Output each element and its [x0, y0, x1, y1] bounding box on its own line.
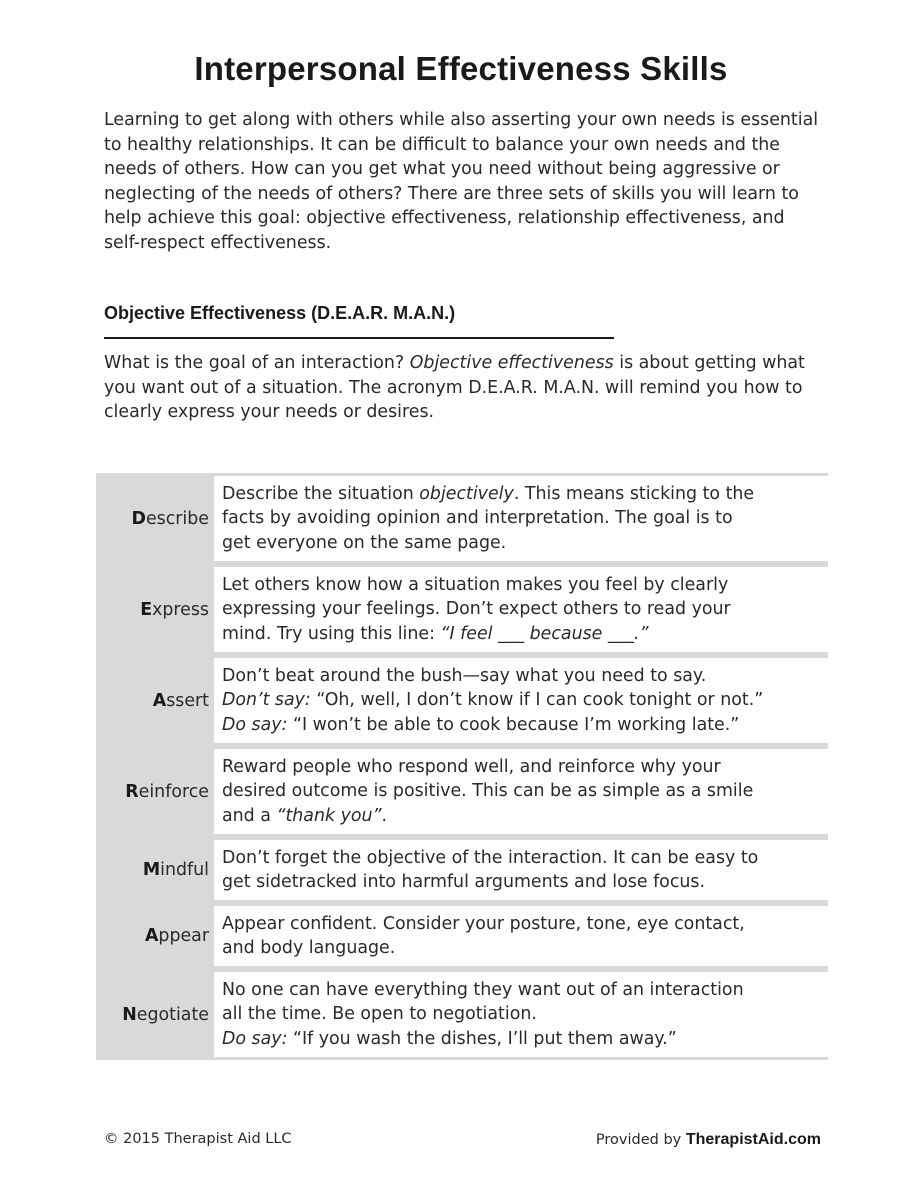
skill-label-rest: einforce: [138, 781, 209, 802]
skill-description-line: [222, 936, 820, 960]
intro-paragraph: Learning to get along with others while also asserting your own needs is essential to healthy relationships. It can be difficult to balance your own needs and the needs of others. How can you get what you need without being aggressive or neglecting of the needs of others? There are three sets of skills you will learn to help achieve this goal: objective effectiveness, relationship effectiveness, and self-respect effectiveness.: [104, 110, 819, 253]
section-intro-text: is about getting what you want out of a situation. The acronym D.E.A.R. M.A.N. will remind you how to clearly express your needs or desires.: [104, 353, 805, 423]
description-emphasis: objectively: [419, 484, 514, 504]
table-row-appear: [96, 903, 828, 969]
description-text: . This means sticking to the: [513, 484, 755, 504]
skill-label: [96, 969, 209, 1060]
table-row-express: [96, 564, 828, 655]
skill-description-line: [222, 804, 820, 828]
description-text: desired outcome is positive. This can be as simple as a smile: [222, 781, 754, 802]
table-row-describe: [96, 473, 828, 564]
description-text: “Oh, well, I don’t know if I can cook tonight or not.”: [310, 690, 764, 711]
skill-description-line: [222, 1027, 820, 1051]
skill-description: [214, 906, 828, 966]
description-text: Let others know how a situation makes you feel by clearly: [222, 575, 729, 595]
dear-man-table: [96, 473, 828, 1060]
footer-copyright: © 2015 Therapist Aid LLC: [104, 1131, 292, 1147]
skill-label-rest: egotiate: [136, 1004, 209, 1025]
description-text: get everyone on the same page.: [222, 532, 507, 553]
description-text: .: [381, 805, 388, 826]
skill-initial: A: [152, 690, 167, 711]
skill-description-line: [222, 870, 820, 894]
description-emphasis: Don’t say:: [222, 690, 311, 711]
skill-label: [96, 655, 209, 746]
skill-description-line: [222, 688, 820, 712]
skill-description-line: [222, 1002, 820, 1026]
description-text: Don’t forget the objective of the interaction. It can be easy to: [222, 848, 759, 868]
description-text: “I won’t be able to cook because I’m working late.”: [287, 714, 740, 735]
description-text: and a: [222, 805, 277, 826]
skill-description-line: [222, 506, 820, 530]
section-intro-text: What is the goal of an interaction?: [104, 353, 410, 373]
section-heading: Objective Effectiveness (D.E.A.R. M.A.N.): [104, 303, 456, 323]
section-intro-paragraph: [104, 351, 824, 425]
description-text: get sidetracked into harmful arguments and lose focus.: [222, 872, 705, 893]
description-emphasis: Do say:: [222, 714, 288, 735]
description-text: Reward people who respond well, and reinforce why your: [222, 757, 721, 777]
page-title: Interpersonal Effectiveness Skills: [194, 50, 728, 87]
skill-description-line: [222, 597, 820, 621]
skill-description-line: [222, 978, 820, 1002]
table-row-reinforce: [96, 746, 828, 837]
description-text: “If you wash the dishes, I’ll put them away.”: [287, 1028, 677, 1049]
skill-description-line: [222, 664, 820, 688]
description-text: mind. Try using this line:: [222, 623, 441, 644]
brand-name: TherapistAid.com: [685, 1131, 821, 1148]
skill-label: [96, 564, 209, 655]
skill-label: [96, 473, 209, 564]
description-text: expressing your feelings. Don’t expect others to read your: [222, 599, 731, 620]
description-emphasis: “I feel ___ because ___.”: [440, 623, 649, 644]
skill-description: [214, 658, 828, 743]
description-text: Describe the situation: [222, 484, 420, 504]
skill-description: [214, 972, 828, 1057]
skill-label-rest: ssert: [166, 690, 209, 711]
skill-description-line: [222, 846, 820, 870]
table-row-assert: [96, 655, 828, 746]
skill-initial: A: [144, 926, 159, 946]
description-text: Appear confident. Consider your posture, tone, eye contact,: [222, 914, 745, 934]
skill-description: [214, 749, 828, 834]
skill-initial: N: [122, 1004, 137, 1025]
skill-initial: D: [131, 508, 146, 529]
description-text: all the time. Be open to negotiation.: [222, 1004, 537, 1025]
skill-description-line: [222, 713, 820, 737]
description-text: Don’t beat around the bush—say what you need to say.: [222, 666, 707, 686]
provided-by-text: Provided by: [595, 1132, 686, 1148]
skill-label-rest: escribe: [145, 508, 209, 529]
skill-description-line: [222, 622, 820, 646]
skill-description-line: [222, 779, 820, 803]
description-emphasis: “thank you”: [276, 805, 382, 826]
section-intro-emphasis: Objective effectiveness: [409, 353, 614, 373]
description-emphasis: Do say:: [222, 1028, 288, 1049]
skill-label-rest: ppear: [158, 926, 209, 946]
skill-initial: E: [140, 599, 153, 620]
skill-label: [96, 746, 209, 837]
skill-label: [96, 837, 209, 903]
skill-description-line: [222, 755, 820, 779]
description-text: No one can have everything they want out of an interaction: [222, 980, 744, 1000]
table-row-negotiate: [96, 969, 828, 1060]
skill-label-rest: indful: [160, 860, 209, 880]
footer-provided-by: [596, 1131, 821, 1149]
skill-description: [214, 476, 828, 561]
skill-description: [214, 567, 828, 652]
skill-description-line: [222, 912, 820, 936]
skill-description: [214, 840, 828, 900]
skill-initial: R: [125, 781, 139, 802]
skill-description-line: [222, 573, 820, 597]
description-text: facts by avoiding opinion and interpretation. The goal is to: [222, 508, 733, 529]
skill-label-rest: xpress: [152, 599, 209, 620]
skill-description-line: [222, 482, 820, 506]
skill-label: [96, 903, 209, 969]
section-divider: [104, 337, 614, 339]
skill-initial: M: [142, 860, 161, 880]
table-row-mindful: [96, 837, 828, 903]
skill-description-line: [222, 531, 820, 555]
description-text: and body language.: [222, 938, 396, 959]
